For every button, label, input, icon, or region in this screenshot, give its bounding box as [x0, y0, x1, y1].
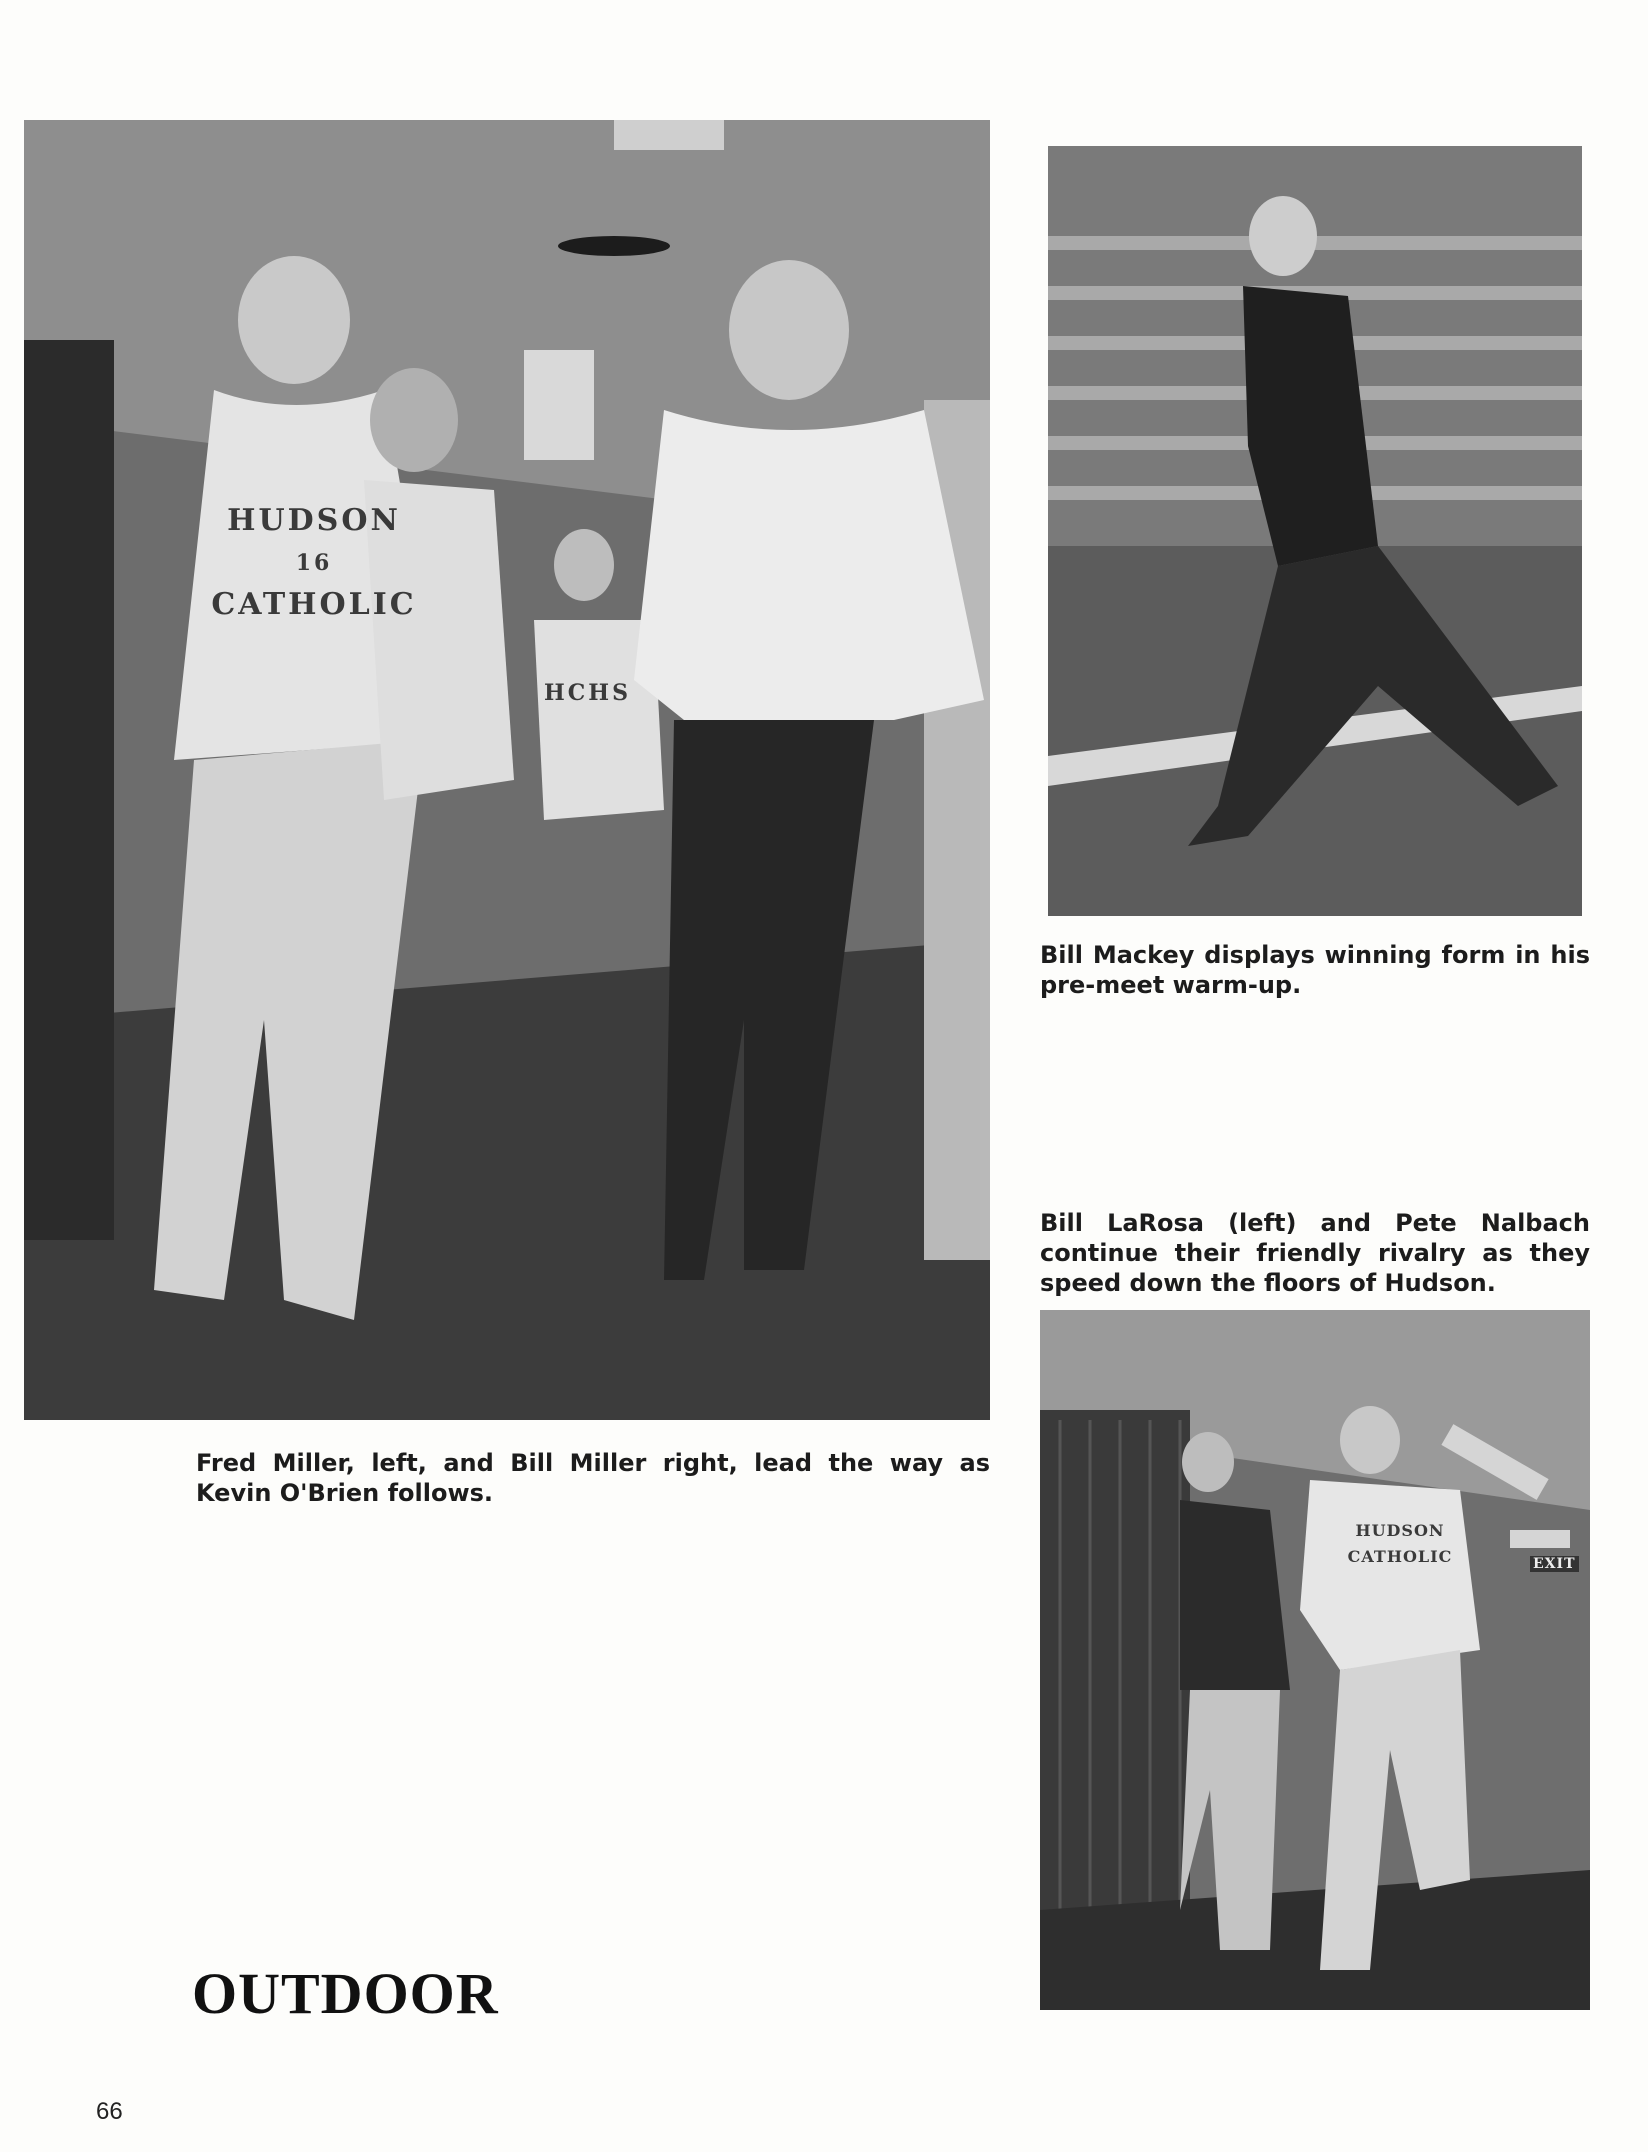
- rivalry-sweatshirt-lettering: [1340, 1518, 1460, 1570]
- rivalry-sweatshirt-line-2: CATHOLIC: [1347, 1547, 1453, 1566]
- section-heading: OUTDOOR: [192, 1961, 499, 2026]
- photo-track-runner-art: [1048, 146, 1582, 916]
- sweatshirt-line-1: HUDSON: [227, 503, 401, 538]
- caption-hallway-runners: Fred Miller, left, and Bill Miller right, lead the way as Kevin O'Brien follows.: [196, 1449, 990, 1507]
- shirt-lettering: HCHS: [544, 680, 631, 706]
- sweatshirt-line-2: 16: [295, 550, 333, 576]
- photo-hallway-runners-art: [24, 120, 990, 1420]
- sweatshirt-lettering: [194, 500, 434, 626]
- sweatshirt-line-3: CATHOLIC: [211, 587, 417, 622]
- photo-hallway-rivalry: [1040, 1310, 1590, 2010]
- caption-hallway-rivalry: Bill LaRosa (left) and Pete Nalbach continue their friendly rivalry as they speed down the floors of Hudson.: [1040, 1209, 1590, 1297]
- exit-sign: EXIT: [1530, 1556, 1579, 1572]
- photo-hallway-runners: [24, 120, 990, 1420]
- photo-track-runner: [1048, 146, 1582, 916]
- caption-track-runner: Bill Mackey displays winning form in his pre-meet warm-up.: [1040, 941, 1590, 999]
- rivalry-sweatshirt-line-1: HUDSON: [1355, 1521, 1445, 1540]
- page-number: 66: [96, 2098, 123, 2125]
- photo-hallway-rivalry-art: [1040, 1310, 1590, 2010]
